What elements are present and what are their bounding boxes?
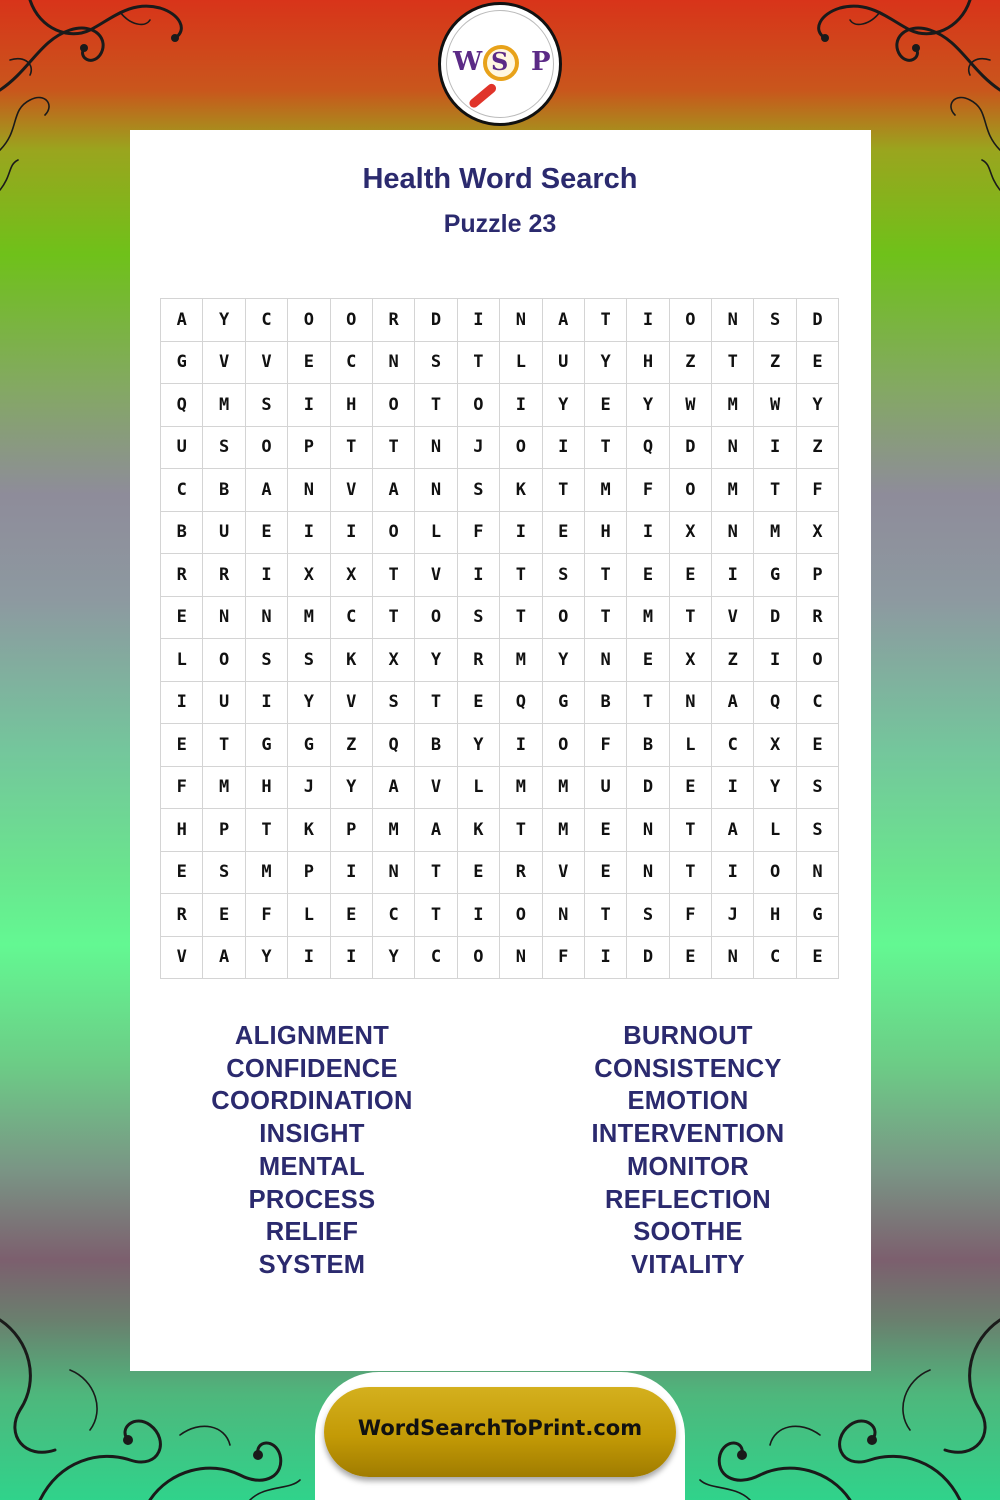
grid-cell[interactable]: T <box>669 851 711 894</box>
grid-cell[interactable]: F <box>161 766 203 809</box>
grid-cell[interactable]: T <box>457 341 499 384</box>
grid-cell[interactable]: F <box>627 469 669 512</box>
grid-cell[interactable]: Z <box>754 341 796 384</box>
grid-cell[interactable]: I <box>500 384 542 427</box>
grid-cell[interactable]: U <box>584 766 626 809</box>
grid-row <box>161 894 839 937</box>
grid-cell[interactable]: C <box>161 469 203 512</box>
grid-cell[interactable]: E <box>542 511 584 554</box>
grid-row <box>161 299 839 342</box>
grid-cell[interactable]: I <box>245 681 287 724</box>
grid-row <box>161 851 839 894</box>
grid-cell[interactable]: N <box>245 596 287 639</box>
grid-cell[interactable]: F <box>584 724 626 767</box>
grid-row <box>161 639 839 682</box>
grid-cell[interactable]: A <box>203 936 245 979</box>
grid-cell[interactable]: B <box>203 469 245 512</box>
grid-cell[interactable]: H <box>245 766 287 809</box>
grid-cell[interactable]: M <box>712 469 754 512</box>
grid-cell[interactable]: O <box>669 469 711 512</box>
grid-cell[interactable]: V <box>415 766 457 809</box>
grid-cell[interactable]: I <box>712 554 754 597</box>
grid-cell[interactable]: H <box>161 809 203 852</box>
grid-cell[interactable]: T <box>500 809 542 852</box>
grid-cell[interactable]: F <box>542 936 584 979</box>
grid-cell[interactable]: C <box>712 724 754 767</box>
grid-cell[interactable]: S <box>203 426 245 469</box>
grid-cell[interactable]: D <box>669 426 711 469</box>
grid-cell[interactable]: D <box>627 936 669 979</box>
grid-cell[interactable]: N <box>500 299 542 342</box>
grid-cell[interactable]: F <box>669 894 711 937</box>
grid-cell[interactable]: K <box>500 469 542 512</box>
grid-cell[interactable]: S <box>542 554 584 597</box>
grid-cell[interactable]: N <box>415 469 457 512</box>
grid-cell[interactable]: O <box>288 299 330 342</box>
grid-cell[interactable]: Y <box>245 936 287 979</box>
logo-letter-s: S <box>491 47 509 76</box>
grid-cell[interactable]: T <box>669 596 711 639</box>
grid-row <box>161 554 839 597</box>
grid-cell[interactable]: S <box>627 894 669 937</box>
grid-cell[interactable]: E <box>161 851 203 894</box>
word-list-item: VITALITY <box>631 1250 745 1279</box>
grid-row <box>161 469 839 512</box>
grid-cell[interactable]: O <box>500 426 542 469</box>
grid-cell[interactable]: E <box>245 511 287 554</box>
site-link-label[interactable]: WordSearchToPrint.com <box>357 1416 643 1440</box>
grid-cell[interactable]: E <box>584 851 626 894</box>
grid-cell[interactable]: T <box>372 554 414 597</box>
grid-cell[interactable]: B <box>584 681 626 724</box>
grid-cell[interactable]: L <box>754 809 796 852</box>
grid-cell[interactable]: V <box>542 851 584 894</box>
wsp-logo[interactable] <box>438 2 562 126</box>
grid-cell[interactable]: D <box>754 596 796 639</box>
grid-cell[interactable]: I <box>330 511 372 554</box>
grid-cell[interactable]: D <box>415 299 457 342</box>
grid-cell[interactable]: I <box>245 554 287 597</box>
word-list-item: INSIGHT <box>259 1120 365 1149</box>
grid-cell[interactable]: R <box>457 639 499 682</box>
grid-cell[interactable]: Q <box>754 681 796 724</box>
grid-cell[interactable]: B <box>161 511 203 554</box>
grid-cell[interactable]: N <box>415 426 457 469</box>
grid-cell[interactable]: S <box>796 809 838 852</box>
grid-cell[interactable]: T <box>415 681 457 724</box>
grid-cell[interactable]: K <box>288 809 330 852</box>
grid-cell[interactable]: T <box>584 426 626 469</box>
grid-cell[interactable]: G <box>161 341 203 384</box>
grid-cell[interactable]: J <box>288 766 330 809</box>
grid-cell[interactable]: I <box>288 936 330 979</box>
grid-cell[interactable]: E <box>457 681 499 724</box>
grid-cell[interactable]: C <box>415 936 457 979</box>
grid-cell[interactable]: O <box>245 426 287 469</box>
grid-cell[interactable]: A <box>372 469 414 512</box>
grid-cell[interactable]: M <box>500 639 542 682</box>
grid-cell[interactable]: O <box>669 299 711 342</box>
grid-cell[interactable]: O <box>372 384 414 427</box>
grid-cell[interactable]: H <box>627 341 669 384</box>
grid-cell[interactable]: I <box>542 426 584 469</box>
grid-row <box>161 511 839 554</box>
grid-cell[interactable]: T <box>754 469 796 512</box>
grid-cell[interactable]: W <box>669 384 711 427</box>
grid-cell[interactable]: Z <box>796 426 838 469</box>
grid-cell[interactable]: T <box>415 851 457 894</box>
grid-cell[interactable]: O <box>330 299 372 342</box>
word-list-item: REFLECTION <box>605 1185 771 1214</box>
grid-cell[interactable]: N <box>542 894 584 937</box>
grid-cell[interactable]: I <box>288 384 330 427</box>
grid-cell[interactable]: D <box>796 299 838 342</box>
grid-cell[interactable]: A <box>712 681 754 724</box>
grid-cell[interactable]: O <box>457 384 499 427</box>
grid-cell[interactable]: M <box>627 596 669 639</box>
grid-cell[interactable]: Z <box>330 724 372 767</box>
grid-cell[interactable]: A <box>415 809 457 852</box>
grid-cell[interactable]: E <box>627 639 669 682</box>
grid-cell[interactable]: X <box>796 511 838 554</box>
grid-cell[interactable]: Y <box>796 384 838 427</box>
grid-row <box>161 681 839 724</box>
grid-cell[interactable]: T <box>500 596 542 639</box>
grid-cell[interactable]: A <box>161 299 203 342</box>
grid-cell[interactable]: S <box>288 639 330 682</box>
grid-cell[interactable]: E <box>203 894 245 937</box>
grid-row <box>161 341 839 384</box>
grid-cell[interactable]: C <box>245 299 287 342</box>
grid-cell[interactable]: I <box>500 511 542 554</box>
grid-cell[interactable]: I <box>627 511 669 554</box>
word-list-item: SOOTHE <box>633 1218 743 1247</box>
grid-cell[interactable]: I <box>754 426 796 469</box>
grid-cell[interactable]: M <box>542 809 584 852</box>
grid-cell[interactable]: G <box>542 681 584 724</box>
word-list-item: MONITOR <box>626 1152 750 1181</box>
grid-cell[interactable]: F <box>796 469 838 512</box>
grid-row <box>161 426 839 469</box>
grid-cell[interactable]: S <box>245 639 287 682</box>
grid-cell[interactable]: G <box>796 894 838 937</box>
grid-cell[interactable]: E <box>796 341 838 384</box>
grid-cell[interactable]: Z <box>712 639 754 682</box>
grid-cell[interactable]: Y <box>542 639 584 682</box>
grid-cell[interactable]: I <box>457 299 499 342</box>
grid-cell[interactable]: E <box>584 809 626 852</box>
grid-cell[interactable]: M <box>500 766 542 809</box>
grid-cell[interactable]: O <box>500 894 542 937</box>
grid-cell[interactable]: U <box>203 511 245 554</box>
grid-cell[interactable]: I <box>584 936 626 979</box>
puzzle-number: Puzzle 23 <box>443 210 557 238</box>
grid-cell[interactable]: P <box>288 426 330 469</box>
grid-cell[interactable]: X <box>754 724 796 767</box>
grid-cell[interactable]: E <box>796 936 838 979</box>
grid-cell[interactable]: U <box>161 426 203 469</box>
grid-cell[interactable]: I <box>754 639 796 682</box>
grid-cell[interactable]: V <box>712 596 754 639</box>
grid-cell[interactable]: Y <box>203 299 245 342</box>
grid-cell[interactable]: S <box>457 596 499 639</box>
grid-cell[interactable]: M <box>712 384 754 427</box>
grid-row <box>161 936 839 979</box>
grid-cell[interactable]: T <box>372 596 414 639</box>
grid-cell[interactable]: C <box>330 341 372 384</box>
grid-cell[interactable]: T <box>584 299 626 342</box>
grid-cell[interactable]: J <box>712 894 754 937</box>
grid-cell[interactable]: S <box>796 766 838 809</box>
grid-cell[interactable]: T <box>627 681 669 724</box>
grid-cell[interactable]: N <box>584 639 626 682</box>
grid-cell[interactable]: N <box>372 851 414 894</box>
grid-cell[interactable]: S <box>372 681 414 724</box>
grid-row <box>161 724 839 767</box>
grid-cell[interactable]: Q <box>500 681 542 724</box>
grid-cell[interactable]: I <box>330 851 372 894</box>
grid-cell[interactable]: U <box>203 681 245 724</box>
grid-cell[interactable]: S <box>754 299 796 342</box>
grid-cell[interactable]: O <box>415 596 457 639</box>
grid-cell[interactable]: P <box>330 809 372 852</box>
grid-cell[interactable]: M <box>754 511 796 554</box>
grid-cell[interactable]: V <box>330 681 372 724</box>
grid-cell[interactable]: T <box>584 596 626 639</box>
grid-cell[interactable]: N <box>203 596 245 639</box>
grid-cell[interactable]: X <box>669 511 711 554</box>
word-list-item: CONFIDENCE <box>226 1054 398 1083</box>
grid-cell[interactable]: P <box>796 554 838 597</box>
grid-cell[interactable]: K <box>330 639 372 682</box>
grid-cell[interactable]: X <box>372 639 414 682</box>
grid-cell[interactable]: T <box>203 724 245 767</box>
grid-cell[interactable]: G <box>245 724 287 767</box>
grid-cell[interactable]: Q <box>372 724 414 767</box>
word-list-item: CONSISTENCY <box>594 1054 782 1083</box>
grid-cell[interactable]: E <box>161 596 203 639</box>
grid-cell[interactable]: N <box>796 851 838 894</box>
grid-cell[interactable]: Y <box>754 766 796 809</box>
word-list-right <box>488 1020 888 1282</box>
grid-cell[interactable]: O <box>796 639 838 682</box>
grid-cell[interactable]: Q <box>161 384 203 427</box>
grid-cell[interactable]: V <box>415 554 457 597</box>
grid-cell[interactable]: F <box>457 511 499 554</box>
grid-cell[interactable]: M <box>372 809 414 852</box>
grid-cell[interactable]: X <box>288 554 330 597</box>
grid-cell[interactable]: V <box>161 936 203 979</box>
grid-cell[interactable]: H <box>754 894 796 937</box>
grid-cell[interactable]: I <box>712 851 754 894</box>
grid-cell[interactable]: H <box>584 511 626 554</box>
grid-cell[interactable]: T <box>415 384 457 427</box>
grid-cell[interactable]: I <box>712 766 754 809</box>
grid-cell[interactable]: J <box>457 426 499 469</box>
grid-cell[interactable]: T <box>669 809 711 852</box>
grid-cell[interactable]: N <box>627 809 669 852</box>
grid-cell[interactable]: Y <box>627 384 669 427</box>
grid-cell[interactable]: L <box>288 894 330 937</box>
grid-cell[interactable]: L <box>415 511 457 554</box>
word-list-item: BURNOUT <box>623 1022 753 1050</box>
grid-cell[interactable]: M <box>203 384 245 427</box>
grid-cell[interactable]: T <box>372 426 414 469</box>
grid-cell[interactable]: C <box>754 936 796 979</box>
grid-cell[interactable]: E <box>288 341 330 384</box>
grid-cell[interactable]: E <box>669 936 711 979</box>
word-list-item: COORDINATION <box>211 1087 413 1116</box>
grid-cell[interactable]: E <box>161 724 203 767</box>
grid-cell[interactable]: X <box>330 554 372 597</box>
grid-cell[interactable]: Y <box>288 681 330 724</box>
logo-letter-w: W <box>453 47 483 77</box>
grid-cell[interactable]: E <box>584 384 626 427</box>
grid-cell[interactable]: E <box>330 894 372 937</box>
grid-cell[interactable]: P <box>288 851 330 894</box>
grid-cell[interactable]: M <box>203 766 245 809</box>
grid-cell[interactable]: R <box>500 851 542 894</box>
grid-cell[interactable]: A <box>712 809 754 852</box>
grid-cell[interactable]: C <box>330 596 372 639</box>
grid-cell[interactable]: B <box>415 724 457 767</box>
grid-cell[interactable]: O <box>542 724 584 767</box>
grid-cell[interactable]: N <box>712 936 754 979</box>
word-list-item: INTERVENTION <box>591 1120 785 1149</box>
grid-cell[interactable]: Y <box>542 384 584 427</box>
grid-cell[interactable]: R <box>161 554 203 597</box>
grid-cell[interactable]: M <box>288 596 330 639</box>
grid-row <box>161 766 839 809</box>
grid-cell[interactable]: I <box>500 724 542 767</box>
grid-cell[interactable]: C <box>796 681 838 724</box>
grid-cell[interactable]: Y <box>330 766 372 809</box>
grid-cell[interactable]: N <box>627 851 669 894</box>
grid-cell[interactable]: S <box>203 851 245 894</box>
grid-cell[interactable]: Z <box>669 341 711 384</box>
grid-cell[interactable]: R <box>161 894 203 937</box>
grid-cell[interactable]: I <box>288 511 330 554</box>
grid-cell[interactable]: T <box>245 809 287 852</box>
grid-cell[interactable]: S <box>415 341 457 384</box>
grid-cell[interactable]: Y <box>457 724 499 767</box>
grid-cell[interactable]: N <box>288 469 330 512</box>
grid-cell[interactable]: N <box>712 299 754 342</box>
grid-cell[interactable]: T <box>584 554 626 597</box>
grid-cell[interactable]: Y <box>372 936 414 979</box>
word-list-item: PROCESS <box>248 1185 376 1214</box>
grid-cell[interactable]: Y <box>415 639 457 682</box>
grid-cell[interactable]: T <box>584 894 626 937</box>
grid-row <box>161 809 839 852</box>
logo-letter-p: P <box>531 47 551 77</box>
grid-cell[interactable]: I <box>161 681 203 724</box>
grid-cell[interactable]: O <box>203 639 245 682</box>
grid-cell[interactable]: A <box>245 469 287 512</box>
grid-cell[interactable]: L <box>500 341 542 384</box>
grid-cell[interactable]: H <box>330 384 372 427</box>
grid-cell[interactable]: A <box>542 299 584 342</box>
grid-cell[interactable]: X <box>669 639 711 682</box>
grid-cell[interactable]: E <box>457 851 499 894</box>
grid-row <box>161 384 839 427</box>
grid-cell[interactable]: D <box>627 766 669 809</box>
letter-grid[interactable] <box>160 298 839 979</box>
grid-cell[interactable]: N <box>372 341 414 384</box>
grid-cell[interactable]: T <box>500 554 542 597</box>
grid-cell[interactable]: V <box>245 341 287 384</box>
grid-cell[interactable]: C <box>372 894 414 937</box>
grid-cell[interactable]: R <box>796 596 838 639</box>
word-list-item: RELIEF <box>265 1218 359 1247</box>
grid-cell[interactable]: E <box>796 724 838 767</box>
grid-cell[interactable]: N <box>500 936 542 979</box>
grid-cell[interactable]: T <box>542 469 584 512</box>
grid-cell[interactable]: O <box>372 511 414 554</box>
word-list-item: MENTAL <box>258 1152 366 1181</box>
grid-cell[interactable]: O <box>754 851 796 894</box>
grid-cell[interactable]: M <box>245 851 287 894</box>
grid-cell[interactable]: E <box>669 554 711 597</box>
grid-cell[interactable]: R <box>372 299 414 342</box>
grid-cell[interactable]: Q <box>627 426 669 469</box>
grid-cell[interactable]: B <box>627 724 669 767</box>
grid-cell[interactable]: M <box>542 766 584 809</box>
grid-cell[interactable]: V <box>203 341 245 384</box>
grid-cell[interactable]: O <box>542 596 584 639</box>
grid-cell[interactable]: S <box>245 384 287 427</box>
grid-cell[interactable]: N <box>712 511 754 554</box>
grid-row <box>161 596 839 639</box>
grid-cell[interactable]: W <box>754 384 796 427</box>
grid-cell[interactable]: S <box>457 469 499 512</box>
grid-cell[interactable]: T <box>712 341 754 384</box>
word-list-item: SYSTEM <box>258 1250 366 1279</box>
word-list-item: ALIGNMENT <box>234 1022 390 1050</box>
grid-cell[interactable]: R <box>203 554 245 597</box>
grid-cell[interactable]: L <box>161 639 203 682</box>
grid-cell[interactable]: E <box>669 766 711 809</box>
grid-cell[interactable]: N <box>712 426 754 469</box>
grid-cell[interactable]: K <box>457 809 499 852</box>
grid-cell[interactable]: T <box>330 426 372 469</box>
grid-cell[interactable]: L <box>457 766 499 809</box>
grid-cell[interactable]: G <box>288 724 330 767</box>
grid-cell[interactable]: E <box>627 554 669 597</box>
grid-cell[interactable]: U <box>542 341 584 384</box>
grid-cell[interactable]: P <box>203 809 245 852</box>
grid-cell[interactable]: M <box>584 469 626 512</box>
grid-cell[interactable]: Y <box>584 341 626 384</box>
grid-cell[interactable]: I <box>627 299 669 342</box>
grid-cell[interactable]: I <box>457 554 499 597</box>
grid-cell[interactable]: I <box>457 894 499 937</box>
grid-cell[interactable]: V <box>330 469 372 512</box>
grid-cell[interactable]: O <box>457 936 499 979</box>
grid-cell[interactable]: T <box>415 894 457 937</box>
grid-cell[interactable]: G <box>754 554 796 597</box>
grid-cell[interactable]: N <box>669 681 711 724</box>
page-title: Health Word Search <box>362 163 638 195</box>
grid-cell[interactable]: I <box>330 936 372 979</box>
grid-cell[interactable]: F <box>245 894 287 937</box>
grid-cell[interactable]: A <box>372 766 414 809</box>
grid-cell[interactable]: L <box>669 724 711 767</box>
word-list-item: EMOTION <box>627 1087 749 1116</box>
word-list-left <box>112 1020 512 1282</box>
